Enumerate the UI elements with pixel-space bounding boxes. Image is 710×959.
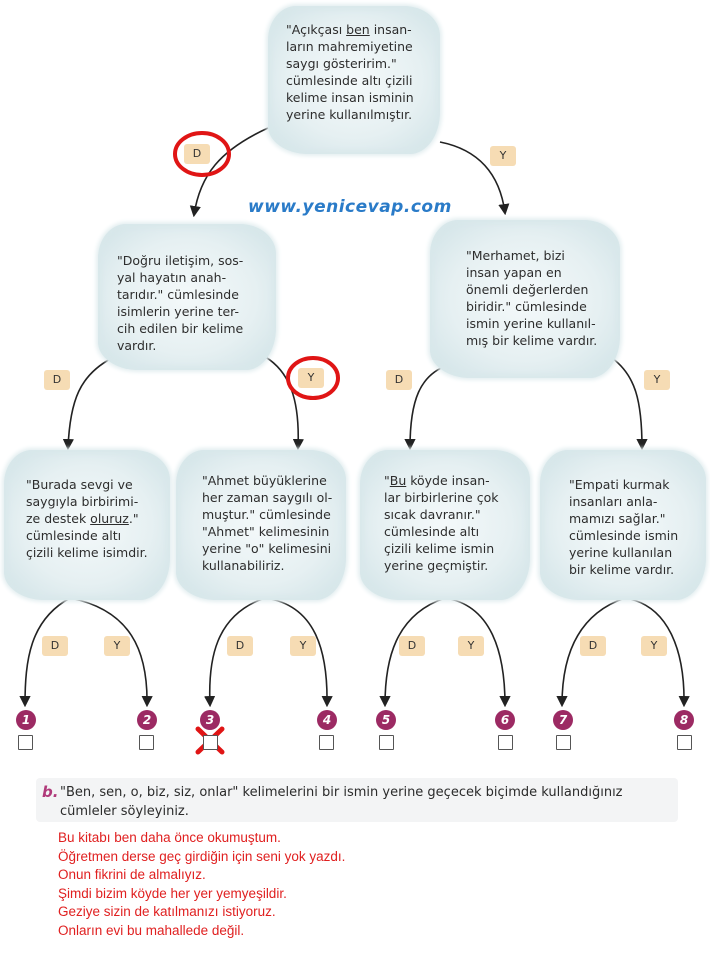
arrow-ml-d xyxy=(68,358,112,448)
tag-b2-d: D xyxy=(227,636,253,656)
tag-ml-y: Y xyxy=(298,368,324,388)
tag-top-y: Y xyxy=(490,146,516,166)
outcome-checkbox-1[interactable] xyxy=(18,735,33,750)
tag-b4-d: D xyxy=(580,636,606,656)
tag-mr-d: D xyxy=(386,370,412,390)
arrow-mr-d xyxy=(410,365,448,448)
answer-line-3: Onun fikrini de almalıyız. xyxy=(58,867,206,883)
statement-text-b4: "Empati kurmak insanları anla- mamızı sağlar." cümlesinde ismin yerine kullanılan bir kelime vardır. xyxy=(569,477,679,577)
tag-b4-y: Y xyxy=(641,636,667,656)
tag-ml-d: D xyxy=(44,370,70,390)
outcome-number-7: 7 xyxy=(553,710,573,730)
statement-text-b2: "Ahmet büyüklerine her zaman saygılı ol- muştur." cümlesinde "Ahmet" kelimesinin yerine "o" kelimesini kullanabiliriz. xyxy=(202,473,333,573)
outcome-number-6: 6 xyxy=(495,710,515,730)
outcome-number-3: 3 xyxy=(200,710,220,730)
answer-line-4: Şimdi bizim köyde her yer yemyeşildir. xyxy=(58,885,287,901)
arrow-ml-y xyxy=(262,355,298,448)
statement-text-b3: "Bu köyde insan- lar birbirlerine çok sıcak davranır." cümlesinde altı çizili kelime ismin yerine geçmiştir. xyxy=(384,473,499,573)
outcome-number-1: 1 xyxy=(16,710,36,730)
outcome-number-4: 4 xyxy=(317,710,337,730)
answer-line-5: Geziye sizin de katılmanızı istiyoruz. xyxy=(58,904,276,920)
outcome-number-5: 5 xyxy=(376,710,396,730)
tag-b3-d: D xyxy=(399,636,425,656)
outcome-checkbox-3[interactable] xyxy=(203,735,218,750)
tag-top-d: D xyxy=(184,144,210,164)
tag-b1-d: D xyxy=(42,636,68,656)
tag-b1-y: Y xyxy=(104,636,130,656)
section-b-label: b. xyxy=(42,783,59,801)
outcome-checkbox-6[interactable] xyxy=(498,735,513,750)
statement-text-mid-right: "Merhamet, bizi insan yapan en önemli değerlerden biridir." cümlesinde ismin yerine kullanıl- mış bir kelime vardır. xyxy=(466,248,598,348)
outcome-checkbox-4[interactable] xyxy=(319,735,334,750)
answer-list xyxy=(58,829,345,941)
outcome-number-8: 8 xyxy=(674,710,694,730)
answer-line-2: Öğretmen derse geç girdiğin için seni yok yazdı. xyxy=(58,848,346,864)
outcome-checkbox-5[interactable] xyxy=(379,735,394,750)
tag-b3-y: Y xyxy=(458,636,484,656)
statement-text-top: "Açıkçası ben insan- ların mahremiyetine saygı gösteririm." cümlesinde altı çizili kelime insan isminin yerine kullanılmıştır. xyxy=(286,22,414,122)
watermark-text: www.yenicevap.com xyxy=(248,197,452,217)
answer-line-6: Onların evi bu mahallede değil. xyxy=(58,922,245,938)
outcome-checkbox-8[interactable] xyxy=(677,735,692,750)
tag-b2-y: Y xyxy=(290,636,316,656)
statement-text-mid-left: "Doğru iletişim, sos- yal hayatın anah- tarıdır." cümlesinde isimlerin yerine ter- cih edilen bir kelime vardır. xyxy=(117,253,244,353)
arrow-mr-y xyxy=(612,358,642,448)
tag-mr-y: Y xyxy=(644,370,670,390)
outcome-number-2: 2 xyxy=(137,710,157,730)
section-b-instruction: "Ben, sen, o, biz, siz, onlar" kelimelerini bir ismin yerine geçecek biçimde kullandığınız cümleler söyleyiniz. xyxy=(60,785,623,819)
answer-line-1: Bu kitabı ben daha önce okumuştum. xyxy=(58,830,281,845)
outcome-checkbox-7[interactable] xyxy=(556,735,571,750)
statement-text-b1: "Burada sevgi ve saygıyla birbirimi- ze destek oluruz." cümlesinde altı çizili kelime isimdir. xyxy=(26,477,148,560)
outcome-checkbox-2[interactable] xyxy=(139,735,154,750)
